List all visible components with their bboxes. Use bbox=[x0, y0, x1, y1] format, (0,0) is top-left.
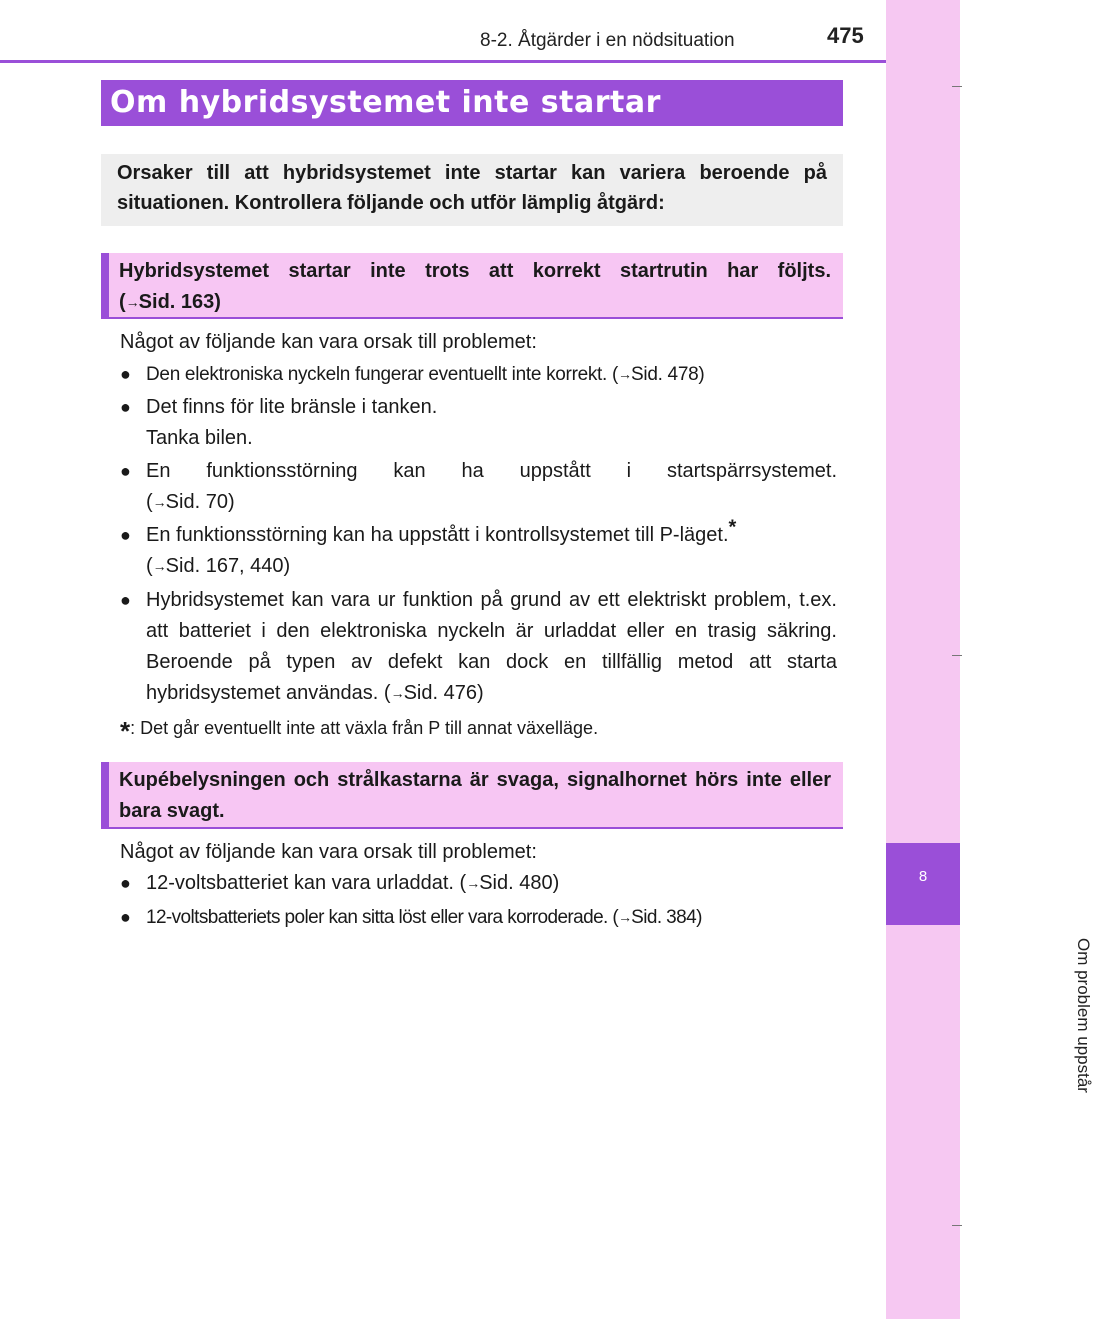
subheading-ref[interactable] bbox=[119, 287, 831, 318]
page-ref: Sid. 167, 440) bbox=[165, 555, 291, 577]
page-ref: Sid. 70) bbox=[165, 491, 235, 513]
paren: ( bbox=[459, 872, 467, 894]
crop-mark bbox=[952, 1225, 962, 1226]
list-item bbox=[120, 516, 837, 582]
page-ref-link[interactable] bbox=[460, 872, 560, 894]
page-ref: Sid. 480) bbox=[479, 872, 560, 894]
item-text: 12-voltsbatteriets poler kan sitta löst eller vara korroderade. bbox=[146, 907, 608, 928]
paren: ( bbox=[612, 907, 619, 928]
list-item bbox=[120, 456, 837, 518]
bullet-icon: ● bbox=[120, 364, 131, 384]
arrow-icon: → bbox=[152, 494, 166, 510]
section-title: Om hybridsystemet inte startar bbox=[101, 80, 843, 126]
list-item bbox=[120, 868, 837, 899]
subheading-weak-lights: Kupébelysningen och strålkastarna är svaga, signalhornet hörs inte eller bara svagt. bbox=[101, 762, 843, 829]
page-ref-link[interactable] bbox=[146, 551, 837, 582]
footnote-text: : Det går eventuellt inte att växla från P till annat växelläge. bbox=[130, 718, 599, 738]
item-text: Det finns för lite bränsle i tanken. bbox=[146, 396, 438, 418]
footnote-star: * bbox=[120, 716, 131, 746]
arrow-icon: → bbox=[390, 685, 404, 701]
page-ref: Sid. 384) bbox=[631, 907, 702, 928]
bullet-icon: ● bbox=[120, 873, 131, 893]
paren: ( bbox=[146, 555, 153, 577]
arrow-icon: → bbox=[618, 366, 632, 382]
arrow-icon: → bbox=[466, 875, 480, 891]
bullet-icon: ● bbox=[120, 590, 131, 610]
intro-box: Orsaker till att hybridsystemet inte startar kan variera beroende på situationen. Kontrollera följande och utför lämplig åtgärd: bbox=[101, 154, 843, 226]
list-item bbox=[120, 902, 837, 933]
sidebar-upper-band bbox=[886, 0, 960, 843]
page-ref-link[interactable] bbox=[612, 907, 701, 928]
arrow-icon: → bbox=[125, 294, 139, 310]
paren: ( bbox=[383, 682, 391, 704]
header-section-title: 8-2. Åtgärder i en nödsituation bbox=[480, 30, 735, 51]
crop-mark bbox=[952, 86, 962, 87]
chapter-label: Om problem uppstår bbox=[1074, 938, 1093, 1093]
subheading-no-start bbox=[101, 253, 843, 319]
list-item bbox=[120, 585, 837, 709]
page-number: 475 bbox=[827, 23, 864, 48]
paren: ( bbox=[612, 364, 619, 385]
list-item bbox=[120, 392, 837, 454]
subheading-text: Hybridsystemet startar inte trots att korrekt startrutin har följts. bbox=[119, 260, 831, 282]
item-text: En funktionsstörning kan ha uppstått i kontrollsystemet till P-läget. bbox=[146, 524, 729, 546]
page-ref: Sid. 478) bbox=[631, 364, 705, 385]
lead-text: Något av följande kan vara orsak till problemet: bbox=[120, 841, 537, 863]
item-text: Tanka bilen. bbox=[146, 427, 253, 449]
arrow-icon: → bbox=[618, 909, 632, 925]
chapter-number: 8 bbox=[918, 868, 928, 885]
bullet-icon: ● bbox=[120, 397, 131, 417]
footnote bbox=[120, 716, 598, 747]
footnote-marker: * bbox=[728, 516, 737, 539]
bullet-icon: ● bbox=[120, 907, 131, 927]
list-item bbox=[120, 359, 837, 390]
page-ref-link[interactable] bbox=[384, 682, 484, 704]
item-text: 12-voltsbatteriet kan vara urladdat. bbox=[146, 872, 454, 894]
bullet-icon: ● bbox=[120, 525, 131, 545]
page-ref-link[interactable] bbox=[146, 487, 837, 518]
page-ref: Sid. 163) bbox=[138, 291, 221, 313]
page-ref: Sid. 476) bbox=[403, 682, 484, 704]
header-divider bbox=[0, 60, 886, 63]
crop-mark bbox=[952, 655, 962, 656]
lead-text: Något av följande kan vara orsak till problemet: bbox=[120, 331, 537, 353]
item-text: Den elektroniska nyckeln fungerar eventuellt inte korrekt. bbox=[146, 364, 608, 385]
item-text: En funktionsstörning kan ha uppstått i startspärrsystemet. bbox=[146, 460, 837, 482]
bullet-icon: ● bbox=[120, 461, 131, 481]
paren: ( bbox=[119, 291, 126, 313]
page-ref-link[interactable] bbox=[612, 364, 704, 385]
arrow-icon: → bbox=[152, 558, 166, 574]
paren: ( bbox=[146, 491, 153, 513]
item-text: Hybridsystemet kan vara ur funktion på grund av ett elektriskt problem, t.ex. att batteriet i den elektroniska nyckeln är urladdat eller en trasig säkring. Beroende på typen av defekt kan dock en tillfällig metod att starta hybridsystemet användas. bbox=[146, 589, 837, 704]
